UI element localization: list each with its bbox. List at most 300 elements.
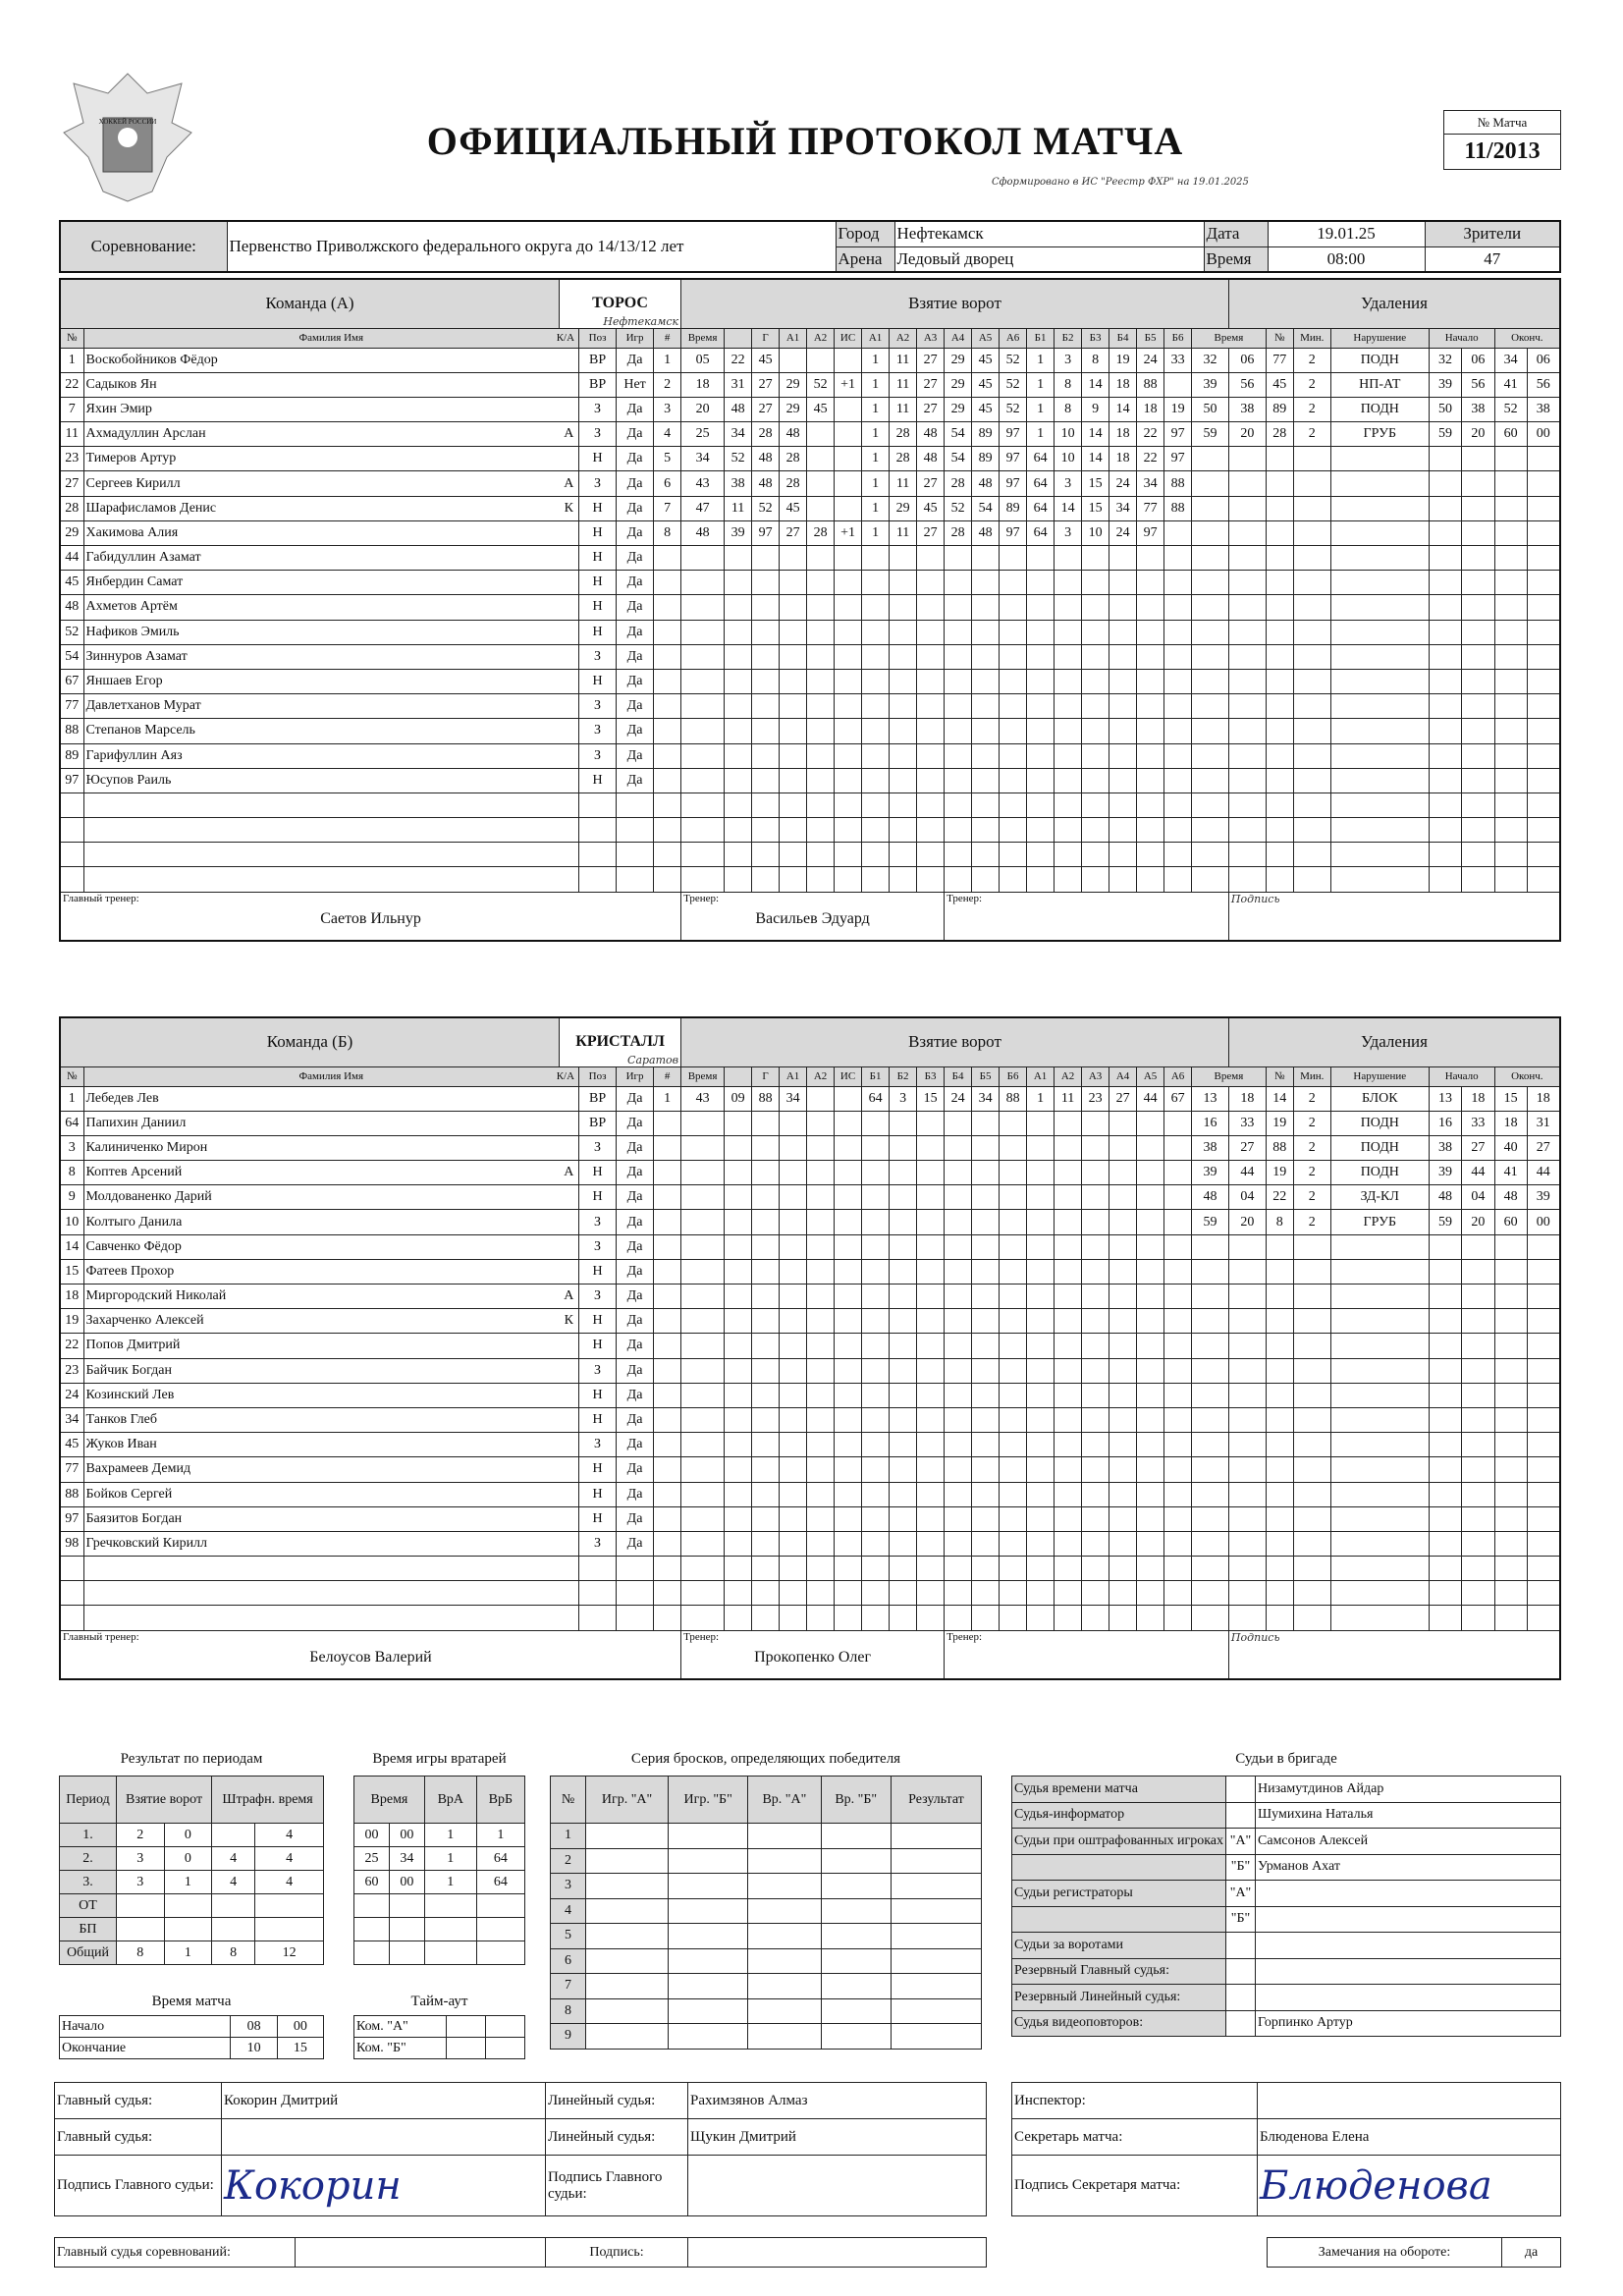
team-a-goal-cell [972,546,1000,571]
table-row [60,1433,1560,1457]
team-a-goal-cell [862,768,890,793]
table-row [60,1531,1560,1556]
team-a-pen-cell [1429,644,1461,669]
ref-name [1256,1958,1561,1985]
team-a-h-pen-0: Время [1192,328,1267,348]
team-a-goal-cell [890,644,917,669]
team-b-goal-cell [1109,1557,1137,1581]
team-a-goal-cell [972,644,1000,669]
team-a-player-name: Сергеев Кирилл [83,471,560,496]
team-a-pen-cell [1462,818,1494,843]
team-a-goal-cell [890,620,917,644]
shootout-cell [891,1924,981,1949]
team-b-goal-cell [890,1135,917,1160]
team-b-goal-cell [835,1407,862,1432]
team-a-goal-cell [1137,546,1164,571]
table-row [60,447,1560,471]
team-b-goal-cell [890,1358,917,1383]
table-row [551,1998,982,2024]
team-a-goal-cell [807,843,835,867]
team-a-goal-cell: 18 [1137,397,1164,421]
team-b-goal-cell [1109,1309,1137,1334]
team-b-goal-cell [862,1309,890,1334]
team-a-goal-cell [725,644,752,669]
team-b-goal-cell [1000,1383,1027,1407]
team-a-player-name [83,818,560,843]
team-b-pen-cell [1293,1506,1330,1531]
team-a-pen-cell: 89 [1266,397,1293,421]
table-row [551,2024,982,2050]
team-b-pen-cell [1494,1581,1527,1606]
team-a-pen-cell: 06 [1228,348,1266,372]
team-b-pen-cell: 16 [1429,1111,1461,1135]
team-a-pen-cell [1228,793,1266,817]
team-b-player-ka [560,1334,579,1358]
team-a-pen-cell [1429,867,1461,892]
team-b-goal-cell [807,1185,835,1210]
team-a-goal-cell [1137,793,1164,817]
team-a-goal-cell [725,719,752,743]
team-a-goal-cell [1164,644,1192,669]
team-b-goal-cell [1164,1433,1192,1457]
secretary-label: Секретарь матча: [1012,2119,1258,2156]
shootout-table [550,1776,982,2050]
team-a-goal-cell: 18 [1109,422,1137,447]
team-a-player-pos [579,867,617,892]
shootout-cell [748,1974,821,1999]
team-a-goal-cell [1137,768,1164,793]
team-b-h-pen-0: Время [1192,1066,1267,1086]
team-a-goal-cell [681,595,725,620]
team-a-goal-cell [835,348,862,372]
team-b-pen-cell [1527,1285,1560,1309]
team-a-goal-cell: 45 [780,496,807,520]
main-ref-signature: Кокорин [224,2162,402,2209]
team-a-goal-cell [807,447,835,471]
team-b-pen-cell [1293,1383,1330,1407]
team-b-pen-cell: 59 [1192,1210,1229,1234]
team-b-player-name: Фатеев Прохор [83,1259,560,1284]
team-b-player-played: Да [617,1111,654,1135]
team-a-player-name: Зиннуров Азамат [83,644,560,669]
team-b-pen-cell [1266,1433,1293,1457]
team-b-goal-cell [1137,1433,1164,1457]
team-a-pen-cell [1462,793,1494,817]
team-a-goal-cell [1137,644,1164,669]
team-b-pen-cell [1462,1457,1494,1482]
team-a-goal-cell [780,571,807,595]
team-b-goal-cell [1109,1457,1137,1482]
table-row [354,1871,525,1894]
team-b-goal-cell [1027,1210,1055,1234]
team-b-goal-cell [780,1135,807,1160]
team-b-player-ka [560,1407,579,1432]
team-b-pen-cell: 04 [1462,1185,1494,1210]
team-a-pen-cell: 00 [1527,422,1560,447]
logo [59,64,196,206]
team-a-player-num: 28 [60,496,83,520]
team-b-goal-cell [752,1285,780,1309]
table-row [551,1974,982,1999]
team-b-goal-cell [1082,1285,1109,1309]
ref-name: Урманов Ахат [1256,1854,1561,1881]
team-b-pen-cell [1266,1506,1293,1531]
team-b-goal-cell [654,1161,681,1185]
team-a-pen-cell [1293,694,1330,719]
team-b-goal-cell [890,1531,917,1556]
team-b-pen-cell: 2 [1293,1210,1330,1234]
ref-team [1226,1777,1256,1803]
team-b-goal-cell [1082,1234,1109,1259]
team-b-pen-cell [1494,1309,1527,1334]
team-a-goal-cell [862,867,890,892]
team-b-goal-cell [1082,1135,1109,1160]
table-row [60,867,1560,892]
team-a-goal-cell: 31 [725,372,752,397]
ref-role: Судьи регистраторы [1012,1881,1226,1907]
team-a-goal-cell [780,669,807,693]
team-b-goal-cell [1027,1309,1055,1334]
table-row [354,1918,525,1941]
team-a-goal-cell: 45 [807,397,835,421]
team-a-goal-cell: 14 [1109,397,1137,421]
team-a-goal-cell: 1 [1027,348,1055,372]
team-b-goal-cell [654,1111,681,1135]
team-a-player-pos: Н [579,595,617,620]
team-b-goal-cell [835,1506,862,1531]
team-b-player-pos: З [579,1433,617,1457]
team-a-pen-cell [1192,595,1229,620]
team-a-goal-cell [654,595,681,620]
team-a-goal-cell [654,818,681,843]
team-b-pen-cell [1494,1482,1527,1506]
team-b-goal-cell [945,1285,972,1309]
goalie-cell [354,1918,390,1941]
team-b-goal-cell [752,1334,780,1358]
shootout-cell [891,1874,981,1899]
shootout-cell [821,1874,891,1899]
team-a-h-goal-5: А2 [807,328,835,348]
team-b-goal-cell [862,1482,890,1506]
team-a-player-ka [560,372,579,397]
team-b-pen-cell [1462,1557,1494,1581]
team-b-goal-cell [1027,1383,1055,1407]
team-b-pen-cell [1494,1334,1527,1358]
team-b-goal-cell [945,1358,972,1383]
team-a-goal-cell [1000,669,1027,693]
team-b-goal-cell [835,1581,862,1606]
team-a-goal-cell: 1 [654,348,681,372]
team-a-pen-cell [1494,620,1527,644]
team-a-pen-cell [1462,768,1494,793]
team-b-goal-cell [1082,1358,1109,1383]
line-ref-1: Рахимзянов Алмаз [688,2083,987,2119]
team-b-player-num [60,1557,83,1581]
team-a-h-played: Игр [617,328,654,348]
team-a-goal-cell [752,620,780,644]
team-b-goal-cell [725,1433,752,1457]
team-b-goal-cell [807,1111,835,1135]
team-b-pen-cell [1293,1407,1330,1432]
team-b-h-goal-14: А2 [1055,1066,1082,1086]
team-a-goal-cell: 52 [1000,372,1027,397]
team-a-player-ka [560,546,579,571]
team-b-player-ka [560,1086,579,1111]
team-b-goal-cell [1109,1285,1137,1309]
team-a-goal-cell [807,348,835,372]
team-a-goal-cell [1164,694,1192,719]
team-b-goal-cell [681,1606,725,1630]
team-b-goal-cell [1000,1358,1027,1383]
team-b-goal-cell [945,1309,972,1334]
team-a-pen-cell [1192,694,1229,719]
team-b-player-pos: Н [579,1309,617,1334]
team-b-goal-cell [917,1457,945,1482]
periods-cell: 1. [60,1824,117,1847]
team-b-player-pos [579,1581,617,1606]
team-a-pen-cell [1293,818,1330,843]
team-a-pen-cell: 56 [1527,372,1560,397]
team-b-goal-cell [972,1433,1000,1457]
team-b-goal-cell [725,1557,752,1581]
team-b-goal-cell [890,1234,917,1259]
team-b-goal-cell [654,1234,681,1259]
periods-cell: 4 [255,1847,324,1871]
team-b-goal-cell [1082,1185,1109,1210]
team-b-pen-cell [1429,1531,1461,1556]
team-a-pen-cell [1527,471,1560,496]
table-row [60,818,1560,843]
team-b-pen-cell: 13 [1192,1086,1229,1111]
table-row [60,496,1560,520]
team-b-pen-cell [1527,1259,1560,1284]
team-b-goal-cell [1027,1334,1055,1358]
team-a-pen-cell: 2 [1293,422,1330,447]
team-b-pen-cell: 39 [1527,1185,1560,1210]
team-a-h-ka: К/А [556,332,575,344]
team-a-pen-cell [1228,620,1266,644]
team-a-pen-cell [1228,768,1266,793]
team-a-player-played: Нет [617,372,654,397]
team-b-pen-cell [1228,1606,1266,1630]
team-b-goal-cell [1000,1606,1027,1630]
shootout-cell [891,1948,981,1974]
team-a-goal-cell [807,743,835,768]
team-a-goal-cell [862,669,890,693]
shootout-cell [586,1874,669,1899]
team-a-goal-cell: 1 [862,520,890,545]
team-b-goal-cell [1109,1482,1137,1506]
team-a-pen-cell [1494,520,1527,545]
team-a-pen-cell: 45 [1266,372,1293,397]
team-b-player-ka [560,1581,579,1606]
team-b-pen-cell: 04 [1228,1185,1266,1210]
team-a-goal-cell [1109,719,1137,743]
periods-cell: 0 [164,1847,212,1871]
team-b-goal-cell [780,1185,807,1210]
team-b-signature-label: Подпись [1230,1630,1280,1644]
team-a-pen-cell [1228,818,1266,843]
goalie-h-b: ВрБ [476,1777,524,1824]
team-b-h-ka: К/А [556,1070,575,1082]
team-a-pen-cell [1494,471,1527,496]
team-b-pen-cell [1293,1531,1330,1556]
team-b-goal-cell [1164,1210,1192,1234]
team-a-goal-cell [654,843,681,867]
team-a-goal-cell [917,843,945,867]
team-a-goal-cell [1082,843,1109,867]
table-row [60,571,1560,595]
team-a-pen-cell [1330,743,1429,768]
team-b-goal-cell [752,1557,780,1581]
team-b-pen-cell: 2 [1293,1185,1330,1210]
team-a-pen-cell: 38 [1228,397,1266,421]
shootout-cell [821,1824,891,1849]
team-b-goal-cell [1055,1285,1082,1309]
team-b-pen-cell [1266,1457,1293,1482]
team-b-pen-cell [1293,1433,1330,1457]
team-a-goal-cell [945,595,972,620]
team-a-goal-cell [972,694,1000,719]
periods-cell [255,1918,324,1941]
team-a-pen-cell [1228,719,1266,743]
team-a-goal-cell [1027,719,1055,743]
shootout-cell [586,1924,669,1949]
shootout-h-3: Вр. "А" [748,1777,821,1824]
team-a-pen-cell [1429,818,1461,843]
team-a-pen-cell [1192,496,1229,520]
team-b-goal-cell [1000,1234,1027,1259]
team-b-player-name: Колтыго Данила [83,1210,560,1234]
spectators: 47 [1425,246,1560,272]
goalie-cell: 00 [389,1871,424,1894]
team-b-player-num [60,1581,83,1606]
team-a-goal-cell [835,496,862,520]
team-a-pen-cell: 60 [1494,422,1527,447]
team-b-pen-cell: 22 [1266,1185,1293,1210]
team-b-goal-cell [862,1581,890,1606]
team-a-goal-cell: 1 [1027,422,1055,447]
team-a-pen-cell [1192,669,1229,693]
team-b-goal-cell [972,1581,1000,1606]
team-b-player-played: Да [617,1506,654,1531]
shootout-cell [891,1824,981,1849]
end-hour: 10 [231,2038,277,2059]
team-a-pen-cell [1462,694,1494,719]
team-b-pen-cell [1462,1581,1494,1606]
team-a-pen-cell [1330,520,1429,545]
team-b-goal-cell [681,1210,725,1234]
team-b-goal-cell [862,1334,890,1358]
team-b-player-pos: Н [579,1506,617,1531]
team-b-goal-cell [654,1407,681,1432]
shootout-cell [748,1848,821,1874]
team-a-goal-cell [725,768,752,793]
team-a-pen-cell [1494,743,1527,768]
team-b-goal-cell [945,1334,972,1358]
team-b-pen-cell [1527,1234,1560,1259]
team-b-goal-cell [780,1358,807,1383]
team-b-player-name: Молдованенко Дарий [83,1185,560,1210]
team-a-h-goal-17: Б5 [1137,328,1164,348]
team-a-player-num: 7 [60,397,83,421]
team-b-goal-cell [807,1606,835,1630]
team-a-goal-cell: 52 [725,447,752,471]
team-a-goal-cell [780,595,807,620]
team-a-goal-cell [807,595,835,620]
team-b-goal-cell [1082,1309,1109,1334]
team-b-goal-cell [780,1309,807,1334]
table-row [1012,1906,1561,1933]
team-a-goal-cell: 64 [1027,520,1055,545]
team-a-goal-cell [1137,669,1164,693]
team-a-goal-cell [835,644,862,669]
team-a-goal-cell [945,644,972,669]
team-b-pen-cell [1228,1531,1266,1556]
team-a-coach2 [945,892,1229,941]
team-b-goal-cell [780,1334,807,1358]
ref-name: Низамутдинов Айдар [1256,1777,1561,1803]
team-a-player-pos: З [579,694,617,719]
team-b-player-played: Да [617,1383,654,1407]
team-b-pen-cell [1293,1457,1330,1482]
team-a-h-goal-13: Б1 [1027,328,1055,348]
table-row [551,1824,982,1849]
team-a-goal-cell [1164,372,1192,397]
team-a-player-pos: Н [579,768,617,793]
team-b-goal-cell [752,1234,780,1259]
team-b-goal-cell [1082,1383,1109,1407]
comp-ref-label: Главный судья соревнований: [55,2238,296,2268]
team-a-goal-cell: 7 [654,496,681,520]
team-b-goal-cell [1000,1433,1027,1457]
team-a-goal-cell [862,818,890,843]
team-b-pen-cell [1462,1383,1494,1407]
timeout-title: Тайм-аут [410,1994,468,2009]
team-a-h-pen-2: Мин. [1293,328,1330,348]
team-b-goal-cell: 43 [681,1086,725,1111]
team-a-goal-cell: 27 [780,520,807,545]
shootout-no: 3 [551,1874,586,1899]
team-a-goal-cell [835,447,862,471]
team-b-goal-cell: 64 [862,1086,890,1111]
team-a-goal-cell [1082,768,1109,793]
team-a-goal-cell [681,669,725,693]
team-b-goal-cell [780,1557,807,1581]
table-row [60,1894,324,1918]
line-ref-label: Линейный судья: [546,2083,688,2119]
team-b-goal-cell [862,1457,890,1482]
team-b-pen-cell: 44 [1228,1161,1266,1185]
periods-cell: 12 [255,1941,324,1965]
team-a-goal-cell [1109,669,1137,693]
shootout-cell [891,1848,981,1874]
team-b-goal-cell [835,1606,862,1630]
team-a-goal-cell [654,571,681,595]
team-b-goal-cell [835,1086,862,1111]
team-a-goal-cell: 14 [1082,447,1109,471]
team-b-player-ka: А [560,1285,579,1309]
team-b-player-ka [560,1234,579,1259]
team-b-pen-cell [1266,1557,1293,1581]
shootout-cell [586,1898,669,1924]
team-a-player-played [617,867,654,892]
team-b-pen-cell [1192,1285,1229,1309]
team-b-h-goal-10: Б4 [945,1066,972,1086]
team-b-pen-cell [1429,1581,1461,1606]
team-a-player-name: Ахмадуллин Арслан [83,422,560,447]
team-b-goal-cell [917,1285,945,1309]
